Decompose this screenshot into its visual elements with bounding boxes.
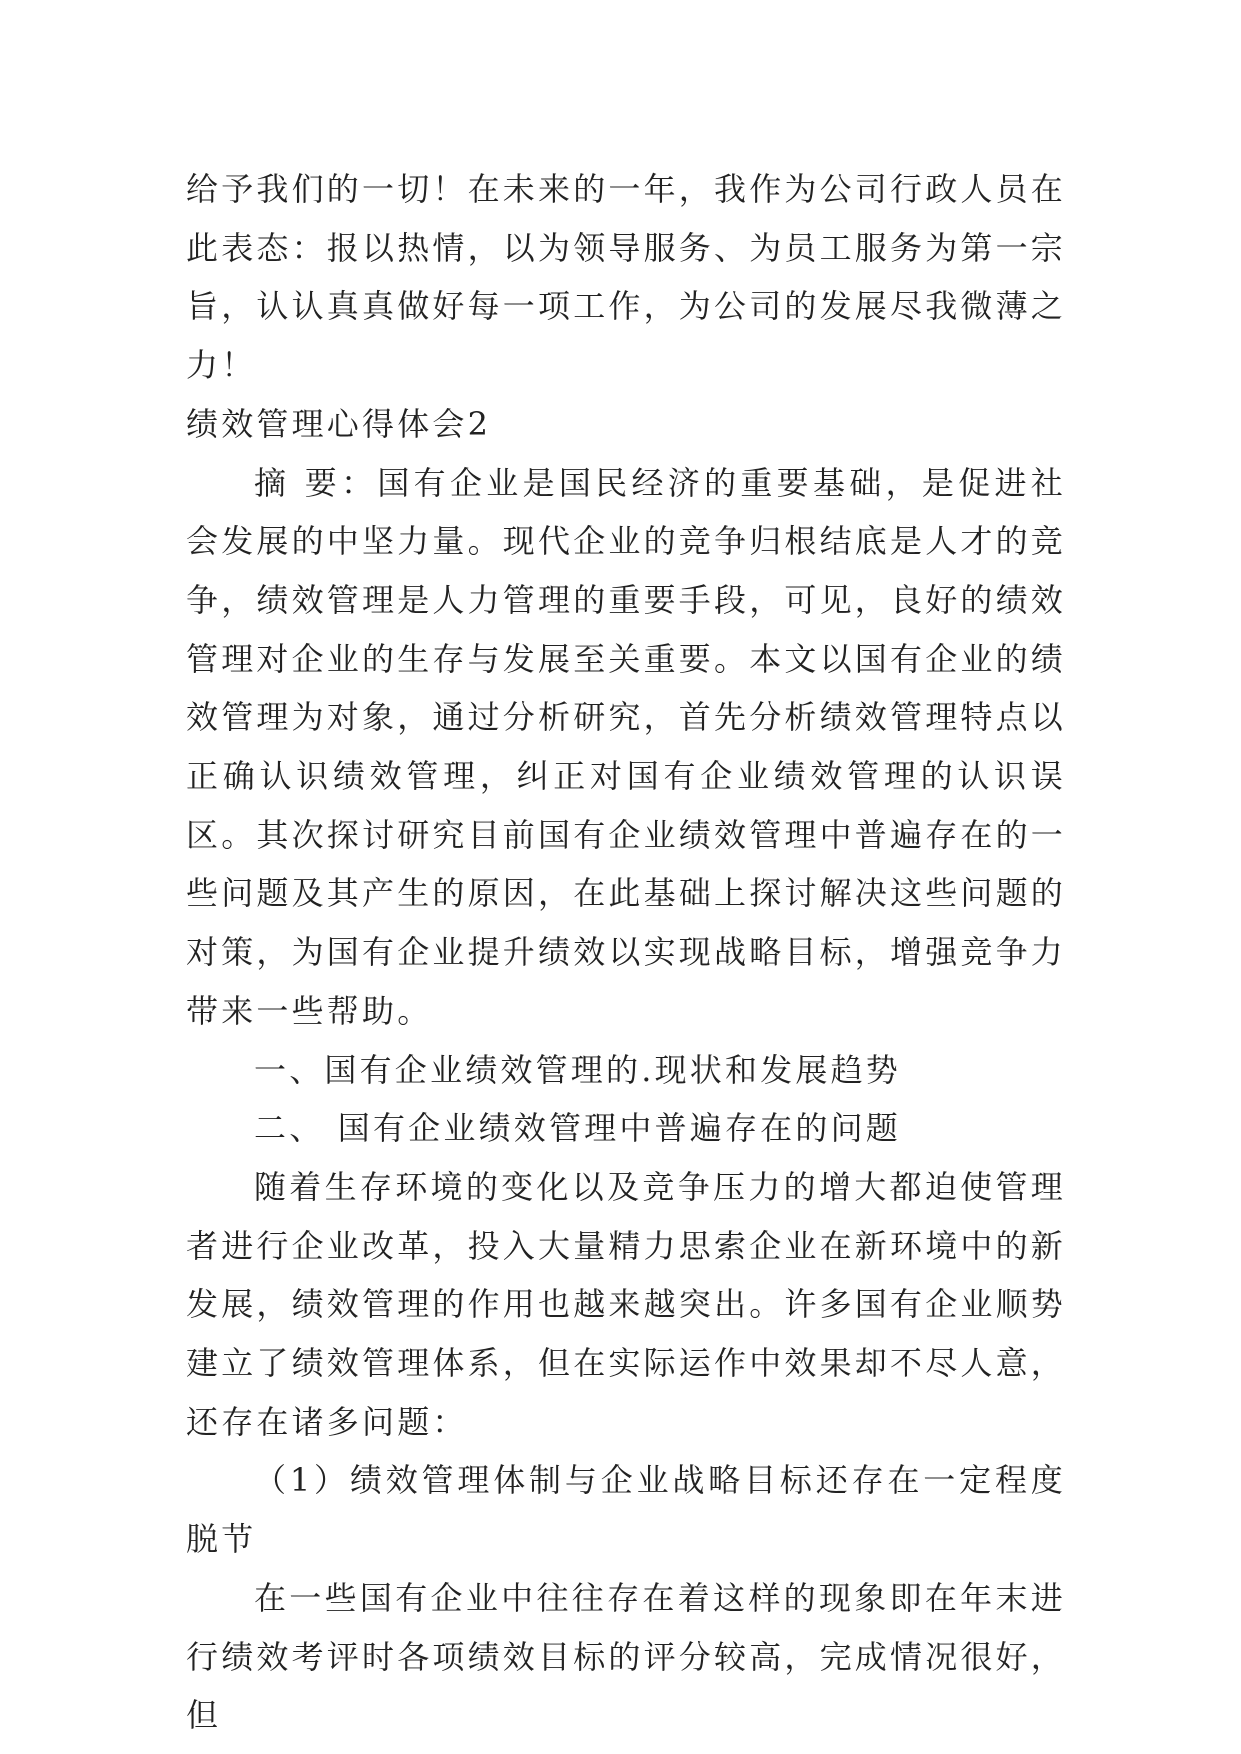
heading-section-one: 一、国有企业绩效管理的.现状和发展趋势 <box>254 1050 901 1089</box>
section-title: 绩效管理心得体会2 <box>186 404 492 443</box>
document-body <box>186 160 1066 1745</box>
heading-section-two: 二、 国有企业绩效管理中普遍存在的问题 <box>254 1109 901 1148</box>
subheading-problem-one: （1）绩效管理体制与企业战略目标还存在一定程度脱节 <box>186 1461 1066 1559</box>
paragraph-abstract: 摘 要：国有企业是国民经济的重要基础，是促进社会发展的中坚力量。现代企业的竞争归根结底是人才的竞争，绩效管理是人力管理的重要手段，可见，良好的绩效管理对企业的生存与发展至关重要。本文以国有企业的绩效管理为对象，通过分析研究，首先分析绩效管理特点以正确认识绩效管理，纠正对国有企业绩效管理的认识误区。其次探讨研究目前国有企业绩效管理中普遍存在的一些问题及其产生的原因，在此基础上探讨解决这些问题的对策，为国有企业提升绩效以实现战略目标，增强竞争力带来一些帮助。 <box>186 463 1067 1030</box>
paragraph-closing-statement: 给予我们的一切！在未来的一年，我作为公司行政人员在此表态：报以热情，以为领导服务、为员工服务为第一宗旨，认认真真做好每一项工作，为公司的发展尽我微薄之力！ <box>186 170 1067 385</box>
paragraph-problems-intro: 随着生存环境的变化以及竞争压力的增大都迫使管理者进行企业改革，投入大量精力思索企业在新环境中的新发展，绩效管理的作用也越来越突出。许多国有企业顺势建立了绩效管理体系，但在实际运作中效果却不尽人意，还存在诸多问题： <box>186 1167 1067 1441</box>
paragraph-problem-one-detail: 在一些国有企业中往往存在着这样的现象即在年末进行绩效考评时各项绩效目标的评分较高，完成情况很好，但 <box>186 1578 1067 1735</box>
